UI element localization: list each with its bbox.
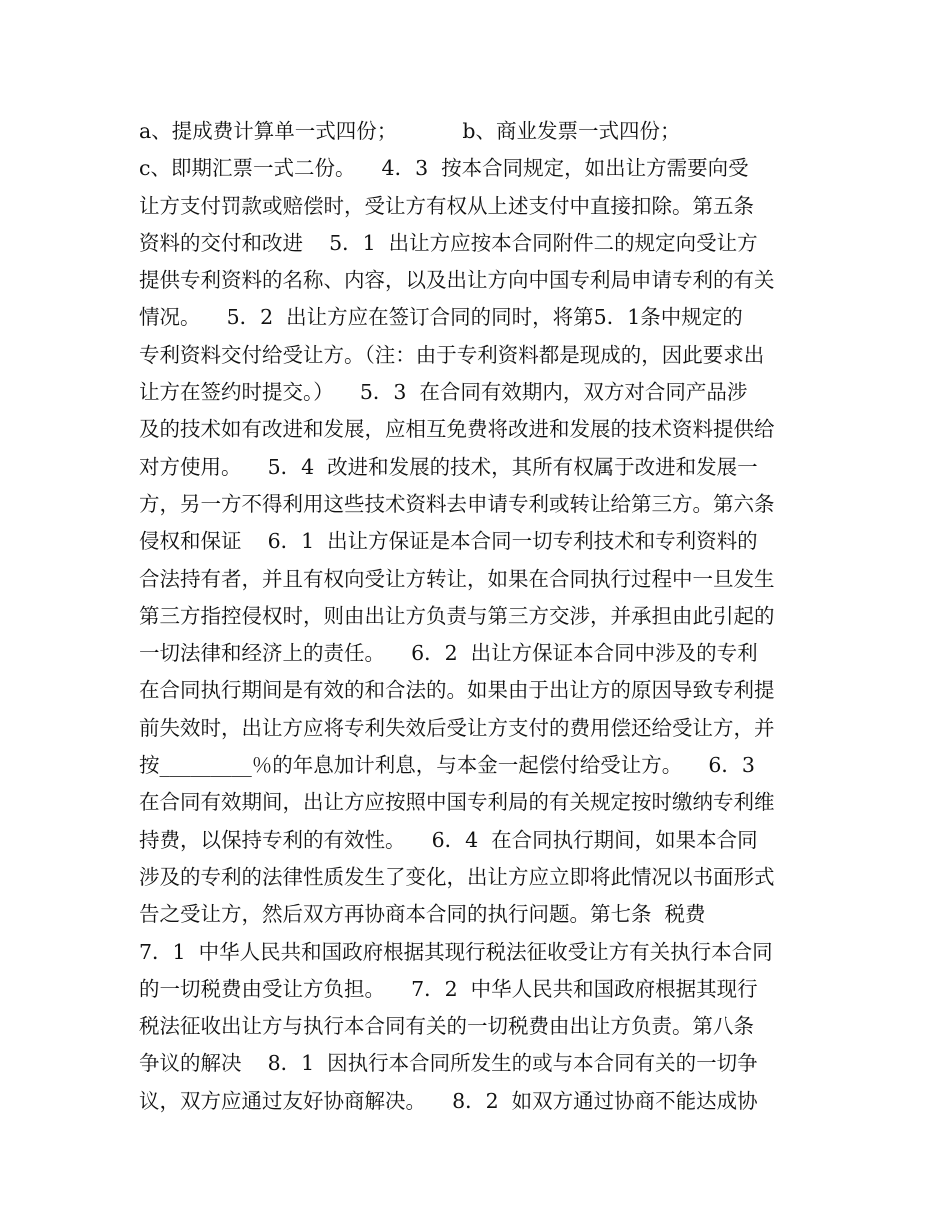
text-line: 专利资料交付给受让方。（注：由于专利资料都是现成的，因此要求出 (139, 342, 765, 367)
text-line: 持费，以保持专利的有效性。 6．4 在合同执行期间，如果本合同 (139, 827, 758, 852)
text-line: 提供专利资料的名称、内容，以及出让方向中国专利局申请专利的有关 (139, 268, 775, 293)
text-line: 情况。 5．2 出让方应在签订合同的同时，将第5．1条中规定的 (139, 305, 743, 330)
text-line: 在合同执行期间是有效的和合法的。如果由于出让方的原因导致专利提 (139, 678, 775, 703)
text-line: 一切法律和经济上的责任。 6．2 出让方保证本合同中涉及的专利 (139, 641, 758, 666)
text-line: 前失效时，出让方应将专利失效后受让方支付的费用偿还给受让方，并 (139, 715, 775, 740)
text-line: c、即期汇票一式二份。 4．3 按本合同规定，如出让方需要向受 (139, 156, 749, 181)
text-line: 侵权和保证 6．1 出让方保证是本合同一切专利技术和专利资料的 (139, 529, 758, 554)
contract-text-body (139, 113, 819, 1120)
text-line: 合法持有者，并且有权向受让方转让，如果在合同执行过程中一旦发生 (139, 566, 775, 591)
text-line: 涉及的专利的法律性质发生了变化，出让方应立即将此情况以书面形式 (139, 864, 775, 889)
text-line: 资料的交付和改进 5．1 出让方应按本合同附件二的规定向受让方 (139, 230, 758, 255)
text-line: 告之受让方，然后双方再协商本合同的执行问题。第七条 税费 (139, 902, 706, 927)
text-line: 在合同有效期间，出让方应按照中国专利局的有关规定按时缴纳专利维 (139, 790, 775, 815)
text-line: 争议的解决 8．1 因执行本合同所发生的或与本合同有关的一切争 (139, 1051, 758, 1076)
text-line: 让方在签约时提交。） 5．3 在合同有效期内，双方对合同产品涉 (139, 380, 748, 405)
text-line: 第三方指控侵权时，则由出让方负责与第三方交涉，并承担由此引起的 (139, 603, 775, 628)
text-line: 对方使用。 5．4 改进和发展的技术，其所有权属于改进和发展一 (139, 454, 758, 479)
text-line: 及的技术如有改进和发展，应相互免费将改进和发展的技术资料提供给 (139, 417, 775, 442)
text-line: 的一切税费由受让方负担。 7．2 中华人民共和国政府根据其现行 (139, 976, 758, 1001)
text-line: 方，另一方不得利用这些技术资料去申请专利或转让给第三方。第六条 (139, 491, 775, 516)
text-line: 按_________％的年息加计利息，与本金一起偿付给受让方。 6．3 (139, 753, 755, 778)
text-line: 议，双方应通过友好协商解决。 8．2 如双方通过协商不能达成协 (139, 1088, 758, 1113)
text-line: 让方支付罚款或赔偿时，受让方有权从上述支付中直接扣除。第五条 (139, 193, 754, 218)
text-line: 7．1 中华人民共和国政府根据其现行税法征收受让方有关执行本合同 (139, 939, 773, 964)
text-line: a、提成费计算单一式四份； b、商业发票一式四份； (139, 119, 681, 143)
text-line: 税法征收出让方与执行本合同有关的一切税费由出让方负责。第八条 (139, 1014, 754, 1039)
